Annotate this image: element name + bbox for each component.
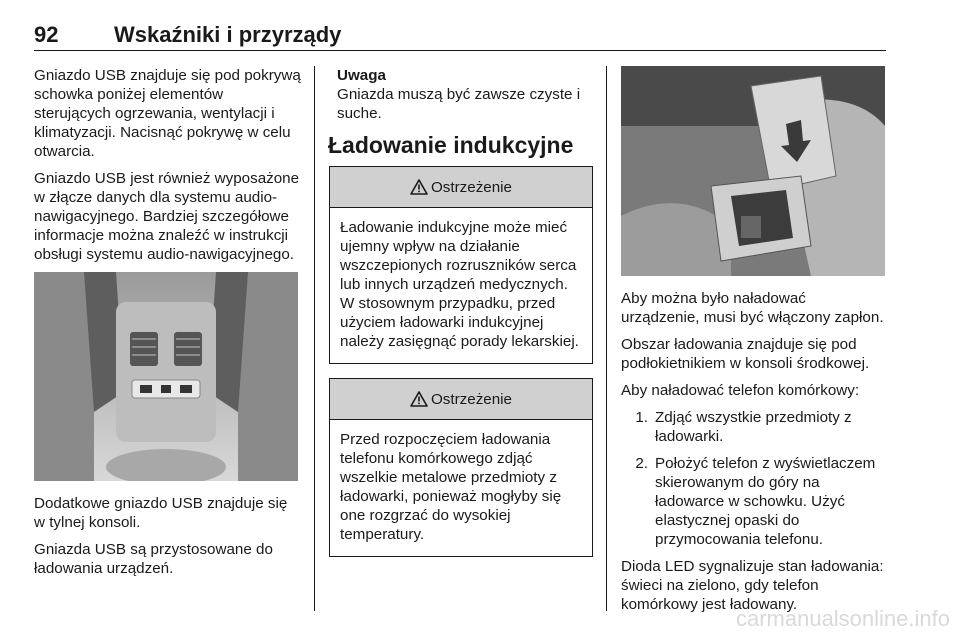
paragraph: Gniazdo USB znajduje się pod pokrywą schowka poniżej elementów sterujących ogrzewania, wentylacji i klimatyzacji. Nacisnąć pokrywę w celu otwarcia. (34, 67, 301, 160)
warning-title: Ostrzeżenie (430, 178, 513, 196)
paragraph: Aby można było naładować urządzenie, musi być włączony zapłon. (621, 290, 884, 326)
paragraph: Dodatkowe gniazdo USB znajduje się w tylnej konsoli. (34, 495, 288, 531)
inductive-charger-photo (621, 66, 885, 276)
step-text: Zdjąć wszystkie przedmioty z ładowarki. (655, 409, 852, 445)
page-title: Wskaźniki i przyrządy (114, 22, 342, 47)
column-divider (314, 66, 315, 611)
warning-box (329, 378, 593, 557)
warning-header (330, 167, 592, 208)
paragraph: Dioda LED sygnalizuje stan ładowania: świeci na zielono, gdy telefon komórkowy jest ładowany. (621, 558, 884, 613)
steps-list (621, 408, 887, 549)
section-heading: Ładowanie indukcyjne (328, 132, 574, 158)
page-number: 92 (34, 22, 59, 47)
list-item (621, 408, 887, 446)
step-text: Położyć telefon z wyświetlaczem skierowanym do góry na ładowarce w schowku. Użyć elastycznej opaski do przymocowania telefonu. (655, 455, 876, 548)
paragraph: Obszar ładowania znajduje się pod podłokietnikiem w konsoli środkowej. (621, 336, 870, 372)
watermark: carmanualsonline.info (735, 606, 950, 631)
paragraph: Gniazdo USB jest również wyposażone w złącze danych dla systemu audio-nawigacyjnego. Bardziej szczegółowe informacje można znaleźć w instrukcji obsługi systemu audio-nawigacyjnego. (34, 170, 300, 263)
header-rule (34, 50, 886, 51)
note-text: Gniazda muszą być zawsze czyste i suche. (337, 86, 581, 122)
column-right (621, 66, 887, 622)
list-item (621, 454, 887, 549)
warning-text: Przed rozpoczęciem ładowania telefonu komórkowego zdjąć wszelkie metalowe przedmioty z ładowarki, ponieważ mogłyby się one rozgrzać do wysokiej temperatury. (340, 431, 562, 543)
warning-text: Ładowanie indukcyjne może mieć ujemny wpływ na działanie wszczepionych rozruszników serca lub innych urządzeń medycznych. W stosownym przypadku, przed użyciem ładowarki indukcyjnej należy zasięgnąć porady lekarskiej. (340, 219, 579, 350)
page-header (34, 22, 886, 52)
warning-box (329, 166, 593, 364)
paragraph: Aby naładować telefon komórkowy: (621, 382, 860, 399)
column-divider (606, 66, 607, 611)
warning-triangle-icon (410, 179, 428, 195)
column-left (34, 66, 302, 586)
rear-console-usb-photo (34, 272, 298, 481)
step-number: 2. (635, 455, 648, 472)
column-middle (326, 66, 592, 571)
warning-triangle-icon (410, 391, 428, 407)
warning-title: Ostrzeżenie (430, 390, 513, 408)
note-title: Uwaga (337, 67, 386, 84)
step-number: 1. (635, 409, 648, 426)
paragraph: Gniazda USB są przystosowane do ładowania urządzeń. (34, 541, 273, 577)
warning-header (330, 379, 592, 420)
